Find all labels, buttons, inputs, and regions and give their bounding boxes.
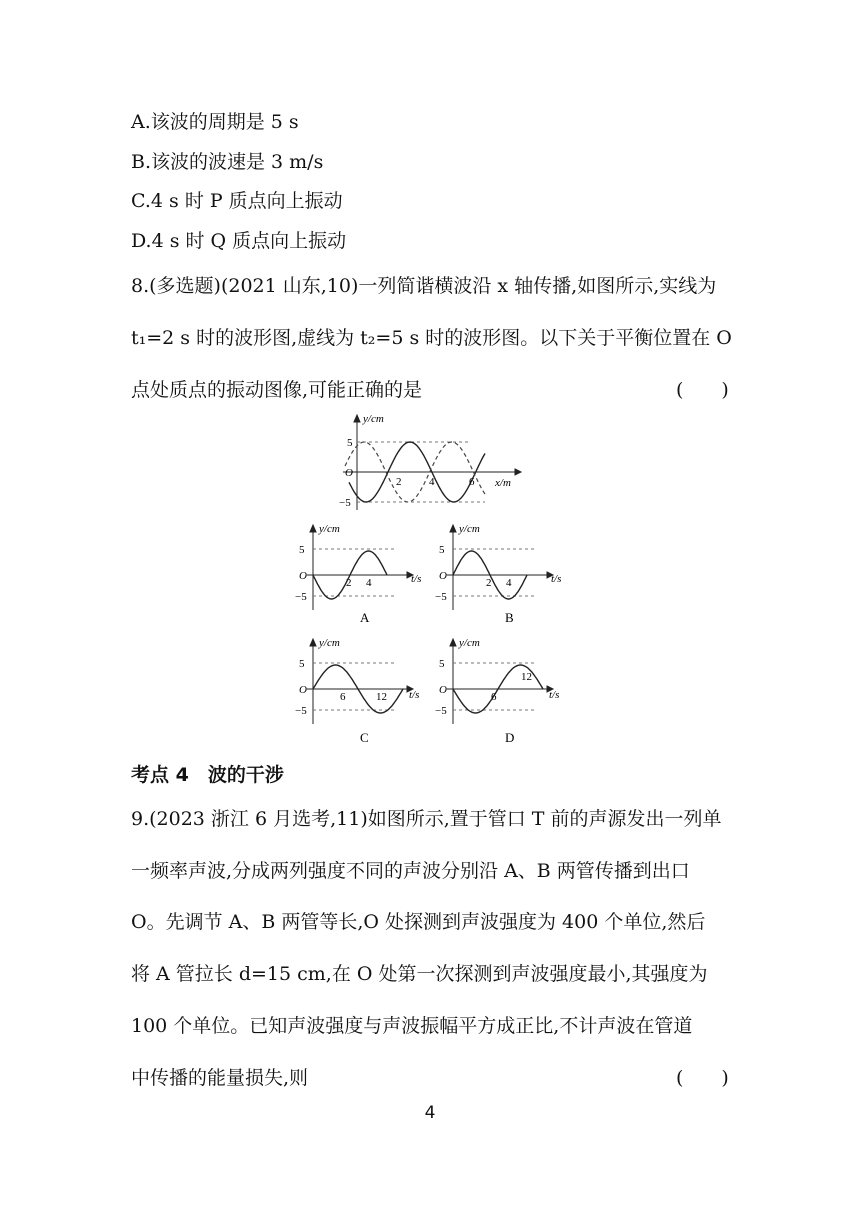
graph-d-ylabel: y/cm [459,637,480,649]
graph-option-a [295,518,445,628]
graph-b-xtick-2: 2 [486,577,492,589]
x-tick-2: 2 [396,476,402,488]
graph-b-origin: O [439,570,447,582]
q9-answer-paren: ( ) [676,1067,729,1089]
graph-a-origin: O [299,570,307,582]
q8-line-1: 8.(多选题)(2021 山东,10)一列简谐横波沿 x 轴传播,如图所示,实线为 [131,275,717,297]
graph-c-xtick-6: 6 [340,691,346,703]
graph-a-xtick-2: 2 [346,577,352,589]
graph-d-ytick-neg5: −5 [435,705,447,717]
q8-answer-paren: ( ) [676,379,729,401]
graph-d-xtick-6: 6 [491,691,497,703]
q9-line-1: 9.(2023 浙江 6 月选考,11)如图所示,置于管口 T 前的声源发出一列单 [131,808,722,830]
option-a: A.该波的周期是 5 s [131,111,299,133]
q9-line-4: 将 A 管拉长 d=15 cm,在 O 处第一次探测到声波强度最小,其强度为 [131,963,708,985]
graph-c-xtick-12: 12 [376,691,387,703]
graph-option-c [295,632,445,748]
graph-b-ytick-5: 5 [439,544,445,556]
graph-a-ylabel: y/cm [319,523,340,535]
graph-d-xtick-12: 12 [521,671,532,683]
graph-c-label: C [360,730,369,745]
graph-option-b [435,518,585,628]
q9-line-3: O。先调节 A、B 两管等长,O 处探测到声波强度为 400 个单位,然后 [131,911,706,933]
q8-line-3: 点处质点的振动图像,可能正确的是 [131,379,423,401]
option-c: C.4 s 时 P 质点向上振动 [131,190,343,212]
graph-c-ylabel: y/cm [319,637,340,649]
q9-line-2: 一频率声波,分成两列强度不同的声波分别沿 A、B 两管传播到出口 [131,860,690,882]
graph-a-xtick-4: 4 [366,577,372,589]
graph-a-label: A [360,610,370,625]
graph-a-ytick-neg5: −5 [295,591,307,603]
wave-figure [335,410,525,515]
origin-label: O [345,467,353,479]
graph-option-d [435,632,585,748]
graph-b-label: B [505,610,514,625]
graph-b-xlabel: t/s [551,573,562,585]
y-tick-neg5: −5 [339,497,351,509]
section-title: 考点 4 波的干涉 [131,764,284,786]
graph-c-xlabel: t/s [409,689,420,701]
y-tick-5: 5 [347,437,353,449]
graph-d-origin: O [439,684,447,696]
q9-line-6: 中传播的能量损失,则 [131,1067,309,1089]
graph-c-ytick-neg5: −5 [295,705,307,717]
graph-d-label: D [505,730,515,745]
graph-c-origin: O [299,684,307,696]
axis-y-label: y/cm [363,413,384,425]
graph-a-ytick-5: 5 [299,544,305,556]
q9-line-5: 100 个单位。已知声波强度与声波振幅平方成正比,不计声波在管道 [131,1015,693,1037]
graph-a-xlabel: t/s [411,573,422,585]
graph-c-ytick-5: 5 [299,658,305,670]
graph-b-ytick-neg5: −5 [435,591,447,603]
option-d: D.4 s 时 Q 质点向上振动 [131,230,347,252]
graph-b-xtick-4: 4 [506,577,512,589]
graph-d-xlabel: t/s [549,689,560,701]
page-number: 4 [424,1103,436,1123]
option-b: B.该波的波速是 3 m/s [131,151,324,173]
q8-line-2: t₁=2 s 时的波形图,虚线为 t₂=5 s 时的波形图。以下关于平衡位置在 O [131,327,732,349]
axis-x-label: x/m [495,477,511,489]
x-tick-4: 4 [429,476,435,488]
graph-b-ylabel: y/cm [459,523,480,535]
graph-d-ytick-5: 5 [439,658,445,670]
x-tick-6: 6 [469,476,475,488]
